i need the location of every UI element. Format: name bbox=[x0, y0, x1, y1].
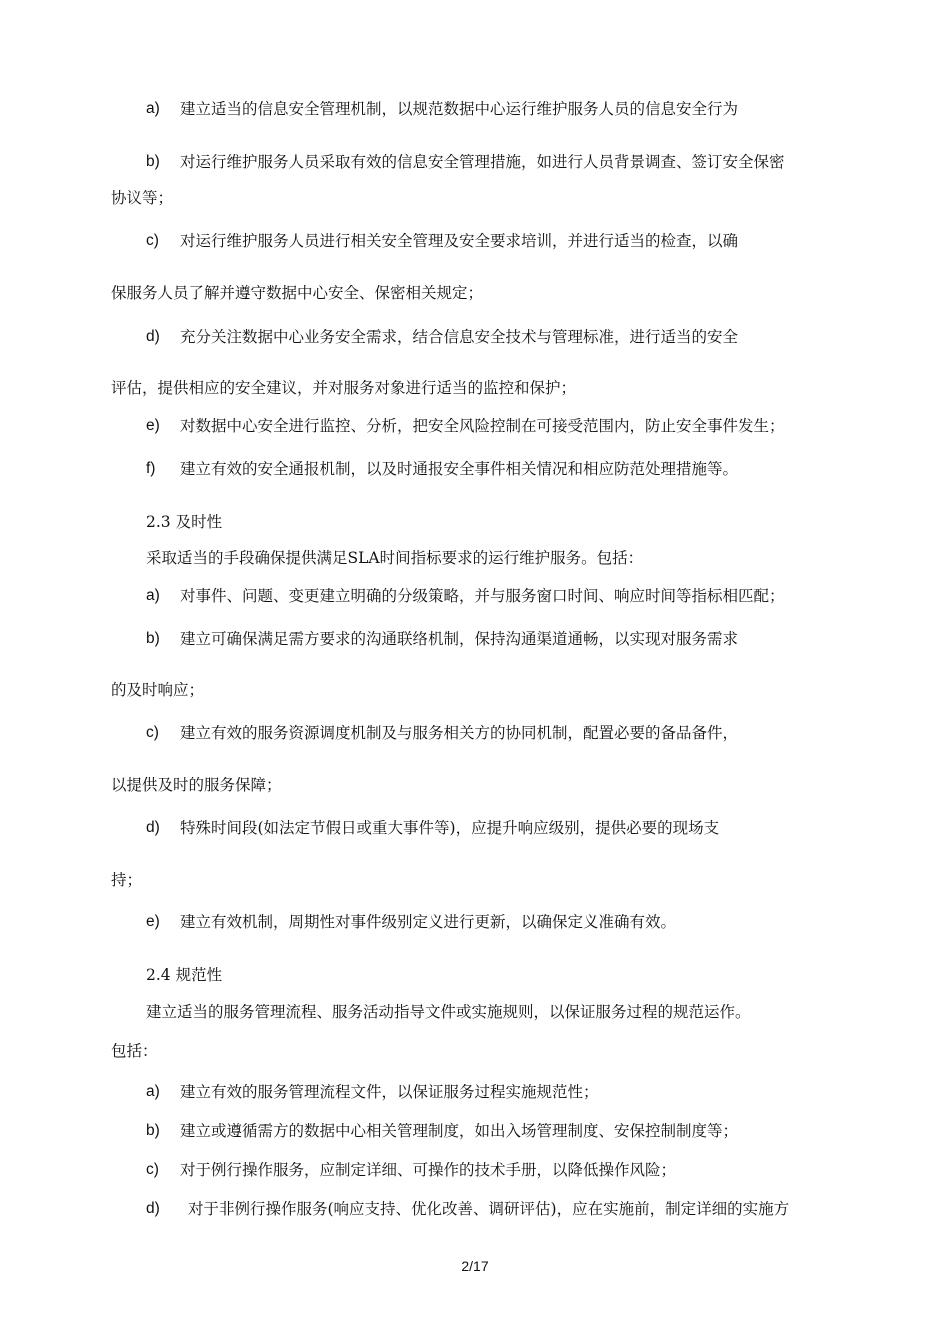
list-item-continuation: 评估，提供相应的安全建议，并对服务对象进行适当的监控和保护； bbox=[111, 379, 577, 397]
list-item-text: 建立或遵循需方的数据中心相关管理制度，如出入场管理制度、安保控制制度等； bbox=[180, 1122, 739, 1140]
section-intro: 采取适当的手段确保提供满足SLA时间指标要求的运行维护服务。包括： bbox=[146, 549, 644, 567]
list-marker: b) bbox=[146, 630, 160, 647]
list-marker: a) bbox=[146, 100, 160, 117]
list-item-text: 建立有效机制，周期性对事件级别定义进行更新，以确保定义准确有效。 bbox=[180, 913, 677, 931]
list-item-text: 对于非例行操作服务(响应支持、优化改善、调研评估)，应在实施前，制定详细的实施方 bbox=[188, 1200, 790, 1218]
list-item-text: 对运行维护服务人员进行相关安全管理及安全要求培训，并进行适当的检查，以确 bbox=[180, 232, 739, 250]
list-item-continuation: 的及时响应； bbox=[111, 681, 205, 699]
list-item-continuation: 保服务人员了解并遵守数据中心安全、保密相关规定； bbox=[111, 284, 484, 302]
list-marker: d) bbox=[146, 1200, 160, 1217]
list-item-text: 对数据中心安全进行监控、分析，把安全风险控制在可接受范围内，防止安全事件发生； bbox=[180, 417, 785, 435]
section-heading: 2.3 及时性 bbox=[146, 513, 223, 531]
list-marker: c) bbox=[146, 232, 159, 249]
list-marker: c) bbox=[146, 1161, 159, 1178]
list-item-text: 对事件、问题、变更建立明确的分级策略，并与服务窗口时间、响应时间等指标相匹配； bbox=[180, 587, 785, 605]
page-number: 2/17 bbox=[461, 1258, 489, 1274]
list-marker: e) bbox=[146, 913, 160, 930]
list-marker: e) bbox=[146, 417, 160, 434]
list-item-text: 特殊时间段(如法定节假日或重大事件等)，应提升响应级别，提供必要的现场支 bbox=[180, 819, 720, 837]
list-item-text: 建立有效的服务管理流程文件，以保证服务过程实施规范性； bbox=[180, 1083, 599, 1101]
list-marker: b) bbox=[146, 1122, 160, 1139]
list-item-text: 建立可确保满足需方要求的沟通联络机制，保持沟通渠道通畅，以实现对服务需求 bbox=[180, 630, 739, 648]
list-marker: d) bbox=[146, 819, 160, 836]
list-marker: a) bbox=[146, 587, 160, 604]
section-intro: 建立适当的服务管理流程、服务活动指导文件或实施规则，以保证服务过程的规范运作。 bbox=[146, 1003, 751, 1021]
section-heading: 2.4 规范性 bbox=[146, 966, 223, 984]
list-item-continuation: 以提供及时的服务保障； bbox=[111, 776, 282, 794]
list-item-continuation: 持； bbox=[111, 871, 143, 889]
list-marker: d) bbox=[146, 328, 160, 345]
list-item-text: 建立有效的服务资源调度机制及与服务相关方的协同机制，配置必要的备品备件， bbox=[180, 724, 739, 742]
list-item-text: 对于例行操作服务，应制定详细、可操作的技术手册，以降低操作风险； bbox=[180, 1161, 677, 1179]
list-item-text: 建立有效的安全通报机制，以及时通报安全事件相关情况和相应防范处理措施等。 bbox=[180, 460, 739, 478]
list-item-continuation: 协议等； bbox=[111, 189, 174, 207]
list-marker: f) bbox=[146, 460, 156, 477]
list-marker: c) bbox=[146, 724, 159, 741]
list-marker: b) bbox=[146, 153, 160, 170]
list-item-text: 对运行维护服务人员采取有效的信息安全管理措施，如进行人员背景调查、签订安全保密 bbox=[180, 153, 785, 171]
list-item-text: 充分关注数据中心业务安全需求，结合信息安全技术与管理标准，进行适当的安全 bbox=[180, 328, 739, 346]
list-item-text: 建立适当的信息安全管理机制，以规范数据中心运行维护服务人员的信息安全行为 bbox=[180, 100, 739, 118]
section-intro-continuation: 包括： bbox=[111, 1042, 158, 1060]
list-marker: a) bbox=[146, 1083, 160, 1100]
